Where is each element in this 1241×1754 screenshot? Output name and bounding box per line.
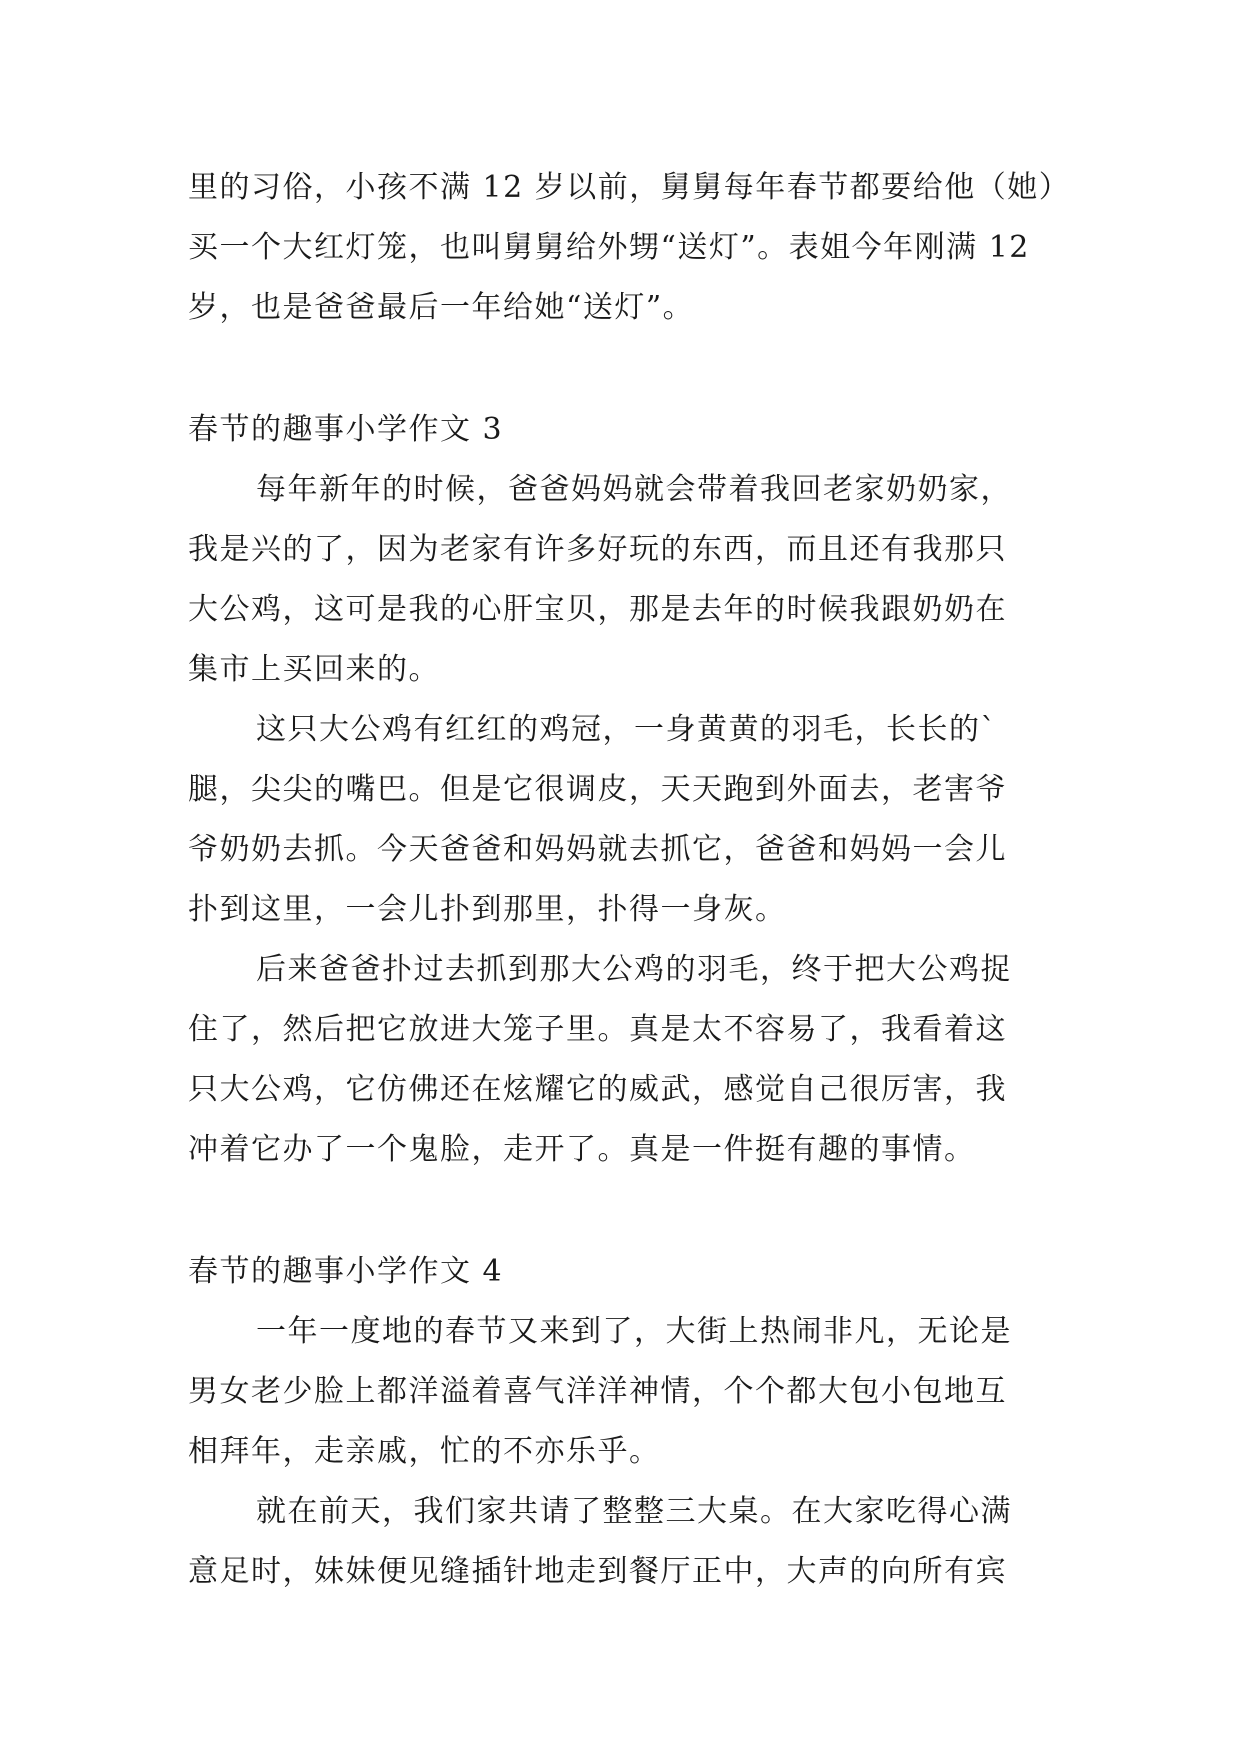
document-body (188, 158, 1088, 1602)
text-line: 爷奶奶去抓。今天爸爸和妈妈就去抓它，爸爸和妈妈一会儿 (188, 832, 1007, 867)
section-title: 春节的趣事小学作文 3 (188, 412, 504, 447)
text-line: 只大公鸡，它仿佛还在炫耀它的威武，感觉自己很厉害，我 (188, 1072, 1007, 1107)
text-line: 每年新年的时候，爸爸妈妈就会带着我回老家奶奶家， (256, 472, 1012, 507)
text-line: 里的习俗，小孩不满 12 岁以前，舅舅每年春节都要给他（她） (188, 170, 1071, 205)
text-line: 腿，尖尖的嘴巴。但是它很调皮，天天跑到外面去，老害爷 (188, 772, 1007, 807)
paragraph (188, 700, 1088, 940)
text-line: 岁，也是爸爸最后一年给她“送灯”。 (188, 290, 695, 325)
text-line: 相拜年，走亲戚，忙的不亦乐乎。 (188, 1434, 661, 1469)
text-line: 意足时，妹妹便见缝插针地走到餐厅正中，大声的向所有宾 (188, 1554, 1007, 1589)
paragraph (188, 940, 1088, 1180)
section-gap (188, 1180, 1088, 1242)
section-gap (188, 338, 1088, 400)
text-line: 一年一度地的春节又来到了，大街上热闹非凡，无论是 (256, 1314, 1012, 1349)
text-line: 住了，然后把它放进大笼子里。真是太不容易了，我看着这 (188, 1012, 1007, 1047)
text-line: 大公鸡，这可是我的心肝宝贝，那是去年的时候我跟奶奶在 (188, 592, 1007, 627)
text-line: 后来爸爸扑过去抓到那大公鸡的羽毛，终于把大公鸡捉 (256, 952, 1012, 987)
paragraph (188, 460, 1088, 700)
section-4 (188, 1242, 1088, 1602)
text-line: 扑到这里，一会儿扑到那里，扑得一身灰。 (188, 892, 787, 927)
section-title: 春节的趣事小学作文 4 (188, 1254, 504, 1289)
text-line: 就在前天，我们家共请了整整三大桌。在大家吃得心满 (256, 1494, 1012, 1529)
section-3 (188, 400, 1088, 1180)
paragraph (188, 1482, 1088, 1602)
text-line: 我是兴的了，因为老家有许多好玩的东西，而且还有我那只 (188, 532, 1007, 567)
paragraph (188, 1302, 1088, 1482)
text-line: 集市上买回来的。 (188, 652, 440, 687)
text-line: 男女老少脸上都洋溢着喜气洋洋神情，个个都大包小包地互 (188, 1374, 1007, 1409)
text-line: 买一个大红灯笼，也叫舅舅给外甥“送灯”。表姐今年刚满 12 (188, 230, 1030, 265)
text-line: 冲着它办了一个鬼脸，走开了。真是一件挺有趣的事情。 (188, 1132, 976, 1167)
text-line: 这只大公鸡有红红的鸡冠，一身黄黄的羽毛，长长的` (256, 712, 997, 747)
intro-paragraph (188, 158, 1088, 338)
